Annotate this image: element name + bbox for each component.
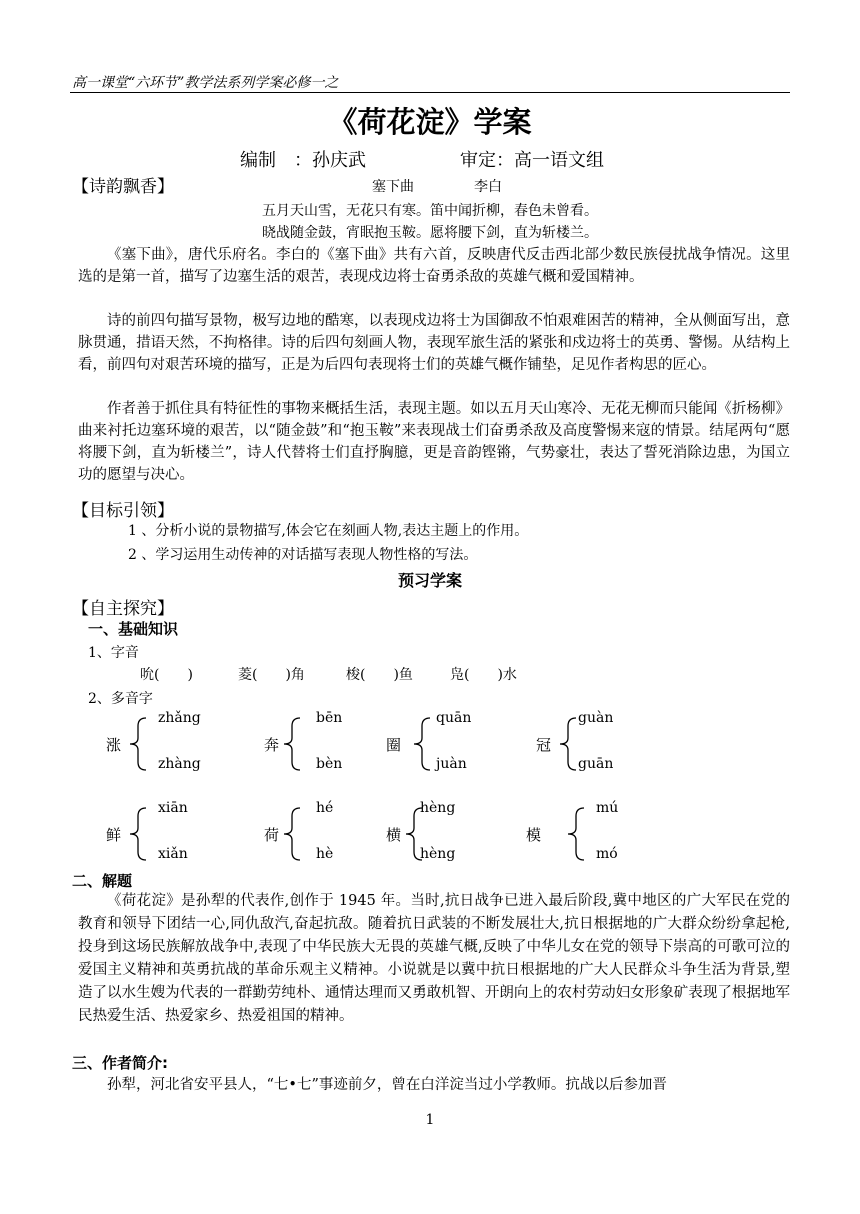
header-rule	[70, 92, 790, 93]
reviewer-label: 审定：高一语文组	[460, 150, 604, 171]
pinyin-top: hèng	[420, 800, 456, 816]
pronunciation-item: 梭( )鱼	[346, 667, 413, 683]
pinyin-bottom: hèng	[420, 846, 456, 862]
poem-line: 五月天山雪，无花只有寒。笛中闻折柳，春色未曾看。	[262, 203, 598, 219]
pinyin-bottom: zhàng	[158, 756, 201, 772]
polyphonic-char: 模	[526, 826, 542, 844]
polyphonic-char: 鲜	[106, 826, 122, 844]
poem-author: 李白	[474, 179, 502, 195]
polyphonic-char: 奔	[264, 736, 280, 754]
pinyin-bottom: mó	[596, 846, 618, 862]
pinyin-top: bēn	[316, 710, 343, 726]
solution-heading: 二、解题	[72, 872, 133, 890]
poem-commentary-paragraph: 诗的前四句描写景物，极写边地的酷寒，以表现戍边将士为国御敌不怕艰难困苦的精神，全从侧面写出，意脉贯通，措语天然，不拘格律。诗的后四句刻画人物，表现军旅生活的紧张和戍边将士的英勇、警惕。从结构上看，前四句对艰苦环境的描写，正是为后四句表现将士们的英雄气概作铺垫，足见作者构思的匠心。	[78, 313, 790, 373]
author-heading: 三、作者简介:	[72, 1054, 168, 1072]
polyphonic-char: 荷	[264, 826, 280, 844]
section-goals: 【目标引领】	[72, 501, 174, 521]
pinyin-top: hé	[316, 800, 334, 816]
poem-commentary-paragraph: 《塞下曲》，唐代乐府名。李白的《塞下曲》共有六首，反映唐代反击西北部少数民族侵扰战争情况。这里选的是第一首，描写了边塞生活的艰苦，表现戍边将士奋勇杀敌的英雄气概和爱国精神。	[78, 247, 790, 285]
document-title: 《荷花淀》学案	[328, 105, 532, 139]
pinyin-top: mú	[596, 800, 619, 816]
pinyin-bottom: juàn	[436, 756, 467, 772]
pinyin-bottom: guān	[578, 756, 614, 772]
brace-icon	[126, 716, 150, 772]
preview-heading: 预习学案	[397, 571, 462, 590]
author-paragraph: 孙犁，河北省安平县人，“七•七”事迹前夕，曾在白洋淀当过小学教师。抗战以后参加晋	[107, 1077, 667, 1093]
pinyin-top: guàn	[578, 710, 614, 726]
section-self-study: 【自主探究】	[72, 599, 174, 619]
solution-paragraph: 《荷花淀》是孙犁的代表作,创作于 1945 年。当时,抗日战争已进入最后阶段,冀中地区的广大军民在党的教育和领导下团结一心,同仇敌汽,奋起抗敌。随着抗日武装的不断发展壮大,抗日根据地的广大群众纷纷拿起枪,投身到这场民族解放战争中,表现了中华民族大无畏的英雄气概,反映了中华儿女在党的领导下崇高的可歌可泣的爱国主义精神和英勇抗战的革命乐观主义精神。小说就是以冀中抗日根据地的广大人民群众斗争生活为背景,塑造了以水生嫂为代表的一群勤劳纯朴、通情达理而又勇敢机智、开朗向上的农村劳动妇女形象矿表现了根据地军民热爱生活、热爱家乡、热爱祖国的精神。	[78, 893, 790, 1024]
polyphonic-char: 冠	[536, 736, 552, 754]
brace-icon	[564, 806, 588, 862]
goal-item: 2 、学习运用生动传神的对话描写表现人物性格的写法。	[128, 547, 478, 563]
brace-icon	[126, 806, 150, 862]
pinyin-top: zhǎng	[158, 710, 201, 726]
brace-icon	[556, 716, 580, 772]
poem-title: 塞下曲	[372, 179, 414, 195]
pinyin-bottom: hè	[316, 846, 334, 862]
basic-knowledge-heading: 一、基础知识	[88, 620, 179, 638]
pinyin-bottom: xiǎn	[158, 846, 188, 862]
pinyin-top: quān	[436, 710, 472, 726]
pronunciation-label: 1、字音	[88, 645, 139, 661]
section-poetry: 【诗韵飘香】	[72, 177, 174, 197]
page-number: 1	[425, 1112, 435, 1128]
pronunciation-item: 凫( )水	[450, 667, 517, 683]
polyphonic-char: 横	[386, 826, 402, 844]
goal-item: 1 、分析小说的景物描写,体会它在刻画人物,表达主题上的作用。	[128, 523, 529, 539]
brace-icon	[280, 806, 304, 862]
pinyin-bottom: bèn	[316, 756, 343, 772]
pronunciation-item: 菱( )角	[238, 667, 305, 683]
brace-icon	[280, 716, 304, 772]
running-header: 高一课堂“六环节”教学法系列学案必修一之	[72, 75, 339, 91]
brace-icon	[410, 716, 434, 772]
poem-commentary-paragraph: 作者善于抓住具有特征性的事物来概括生活，表现主题。如以五月天山寒冷、无花无柳而只能闻《折杨柳》曲来衬托边塞环境的艰苦，以“随金鼓”和“抱玉鞍”来表现战士们奋勇杀敌及高度警惕来寇的情景。结尾两句“愿将腰下剑，直为斩楼兰”，诗人代替将士们直抒胸臆，更是音韵铿锵，气势豪壮，表达了誓死消除边患，为国立功的愿望与决心。	[78, 401, 790, 483]
poem-line: 晓战随金鼓，宵眠抱玉鞍。愿将腰下剑，直为斩楼兰。	[262, 225, 598, 241]
polyphonic-char: 圈	[386, 736, 402, 754]
pinyin-top: xiān	[158, 800, 188, 816]
pronunciation-item: 吮( )	[140, 667, 193, 683]
polyphonic-char: 涨	[106, 736, 122, 754]
editor-label: 编制 ：孙庆武	[240, 150, 366, 171]
polyphonic-label: 2、多音字	[88, 691, 153, 707]
